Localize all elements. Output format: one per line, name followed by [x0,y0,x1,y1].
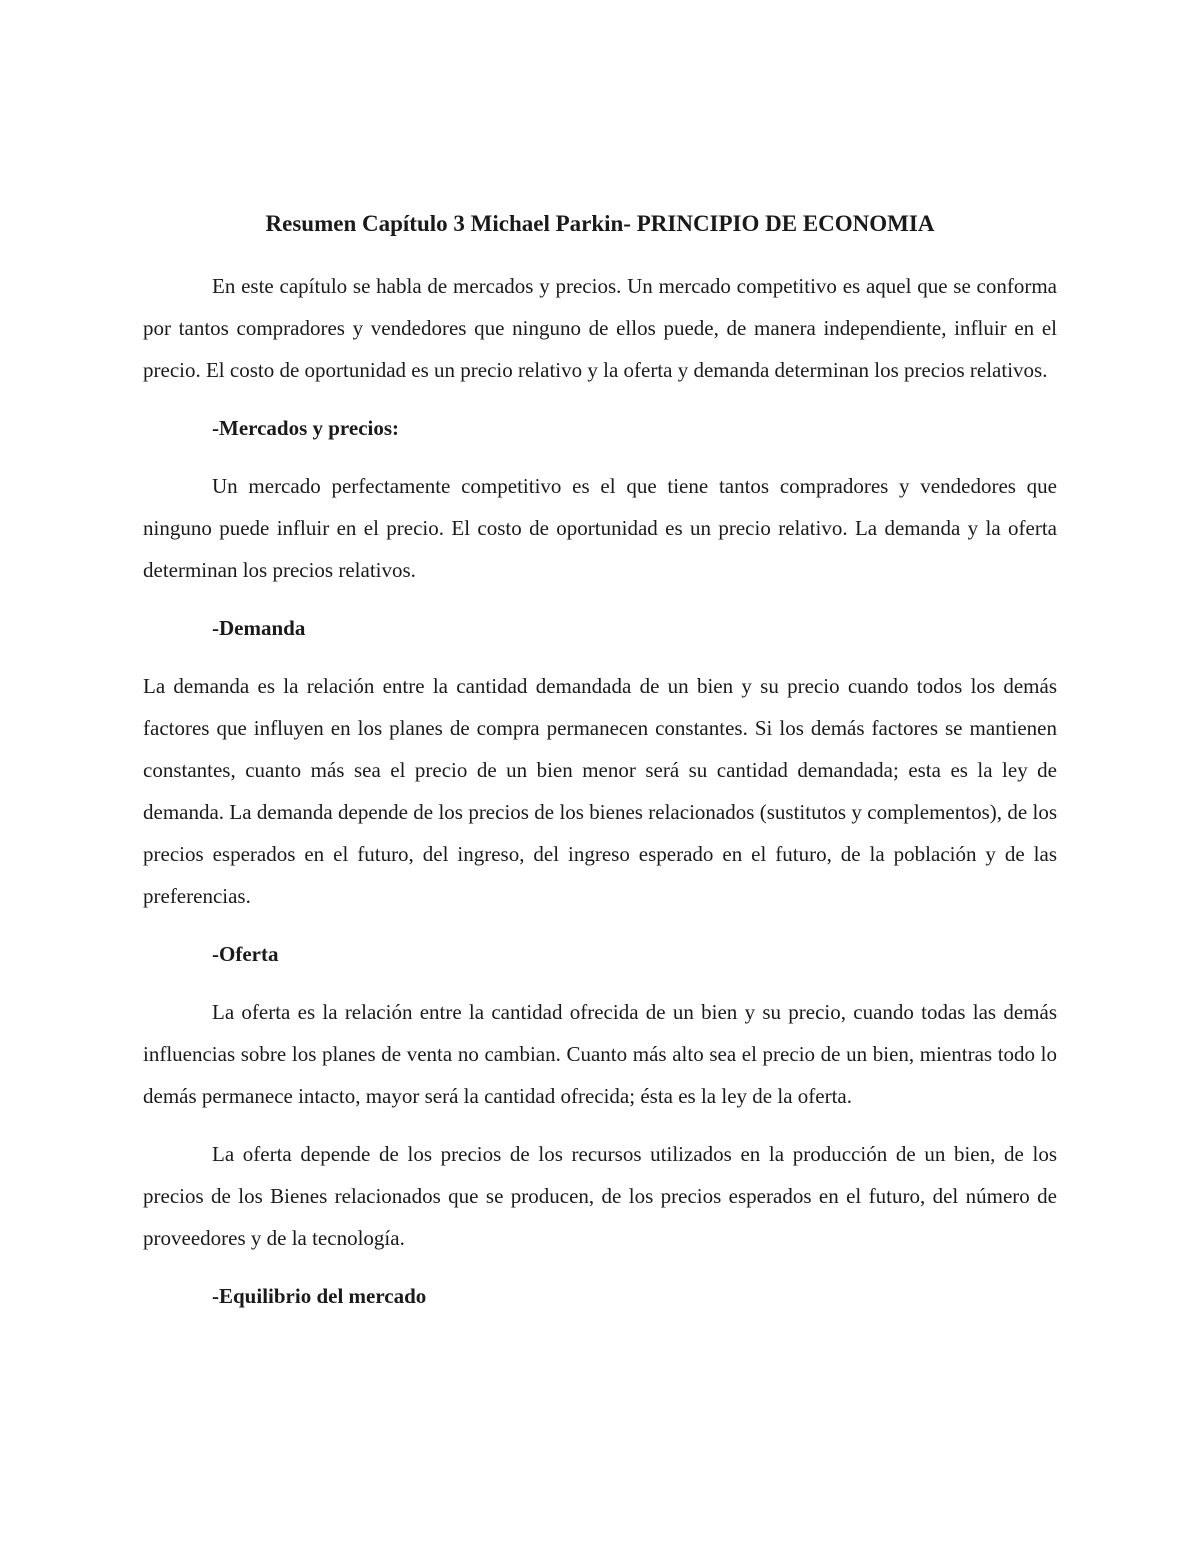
oferta-paragraph-2: La oferta depende de los precios de los recursos utilizados en la producción de un bien, de los precios de los Bienes relacionados que se producen, de los precios esperados en el futuro, del número de proveedores y de la tecnología. [143,1142,1057,1250]
oferta-paragraph-1: La oferta es la relación entre la cantidad ofrecida de un bien y su precio, cuando todas las demás influencias sobre los planes de venta no cambian. Cuanto más alto sea el precio de un bien, mientras todo lo demás permanece intacto, mayor será la cantidad ofrecida; ésta es la ley de la oferta. [143,1000,1057,1108]
section-heading-oferta: -Oferta [212,942,279,966]
section-heading-mercados: -Mercados y precios: [212,416,400,440]
section-heading-equilibrio: -Equilibrio del mercado [212,1284,427,1308]
demanda-paragraph: La demanda es la relación entre la cantidad demandada de un bien y su precio cuando todos los demás factores que influyen en los planes de compra permanecen constantes. Si los demás factores se mantienen constantes, cuanto más sea el precio de un bien menor será su cantidad demandada; esta es la ley de demanda. La demanda depende de los precios de los bienes relacionados (sustitutos y complementos), de los precios esperados en el futuro, del ingreso, del ingreso esperado en el futuro, de la población y de las preferencias. [143,674,1057,908]
mercados-paragraph: Un mercado perfectamente competitivo es el que tiene tantos compradores y vendedores que ninguno puede influir en el precio. El costo de oportunidad es un precio relativo. La demanda y la oferta determinan los precios relativos. [143,474,1057,582]
document-title: Resumen Capítulo 3 Michael Parkin- PRINCIPIO DE ECONOMIA [265,211,935,236]
section-heading-demanda: -Demanda [212,616,306,640]
document-page [143,205,1057,1333]
intro-paragraph: En este capítulo se habla de mercados y precios. Un mercado competitivo es aquel que se conforma por tantos compradores y vendedores que ninguno de ellos puede, de manera independiente, influir en el precio. El costo de oportunidad es un precio relativo y la oferta y demanda determinan los precios relativos. [143,274,1057,382]
